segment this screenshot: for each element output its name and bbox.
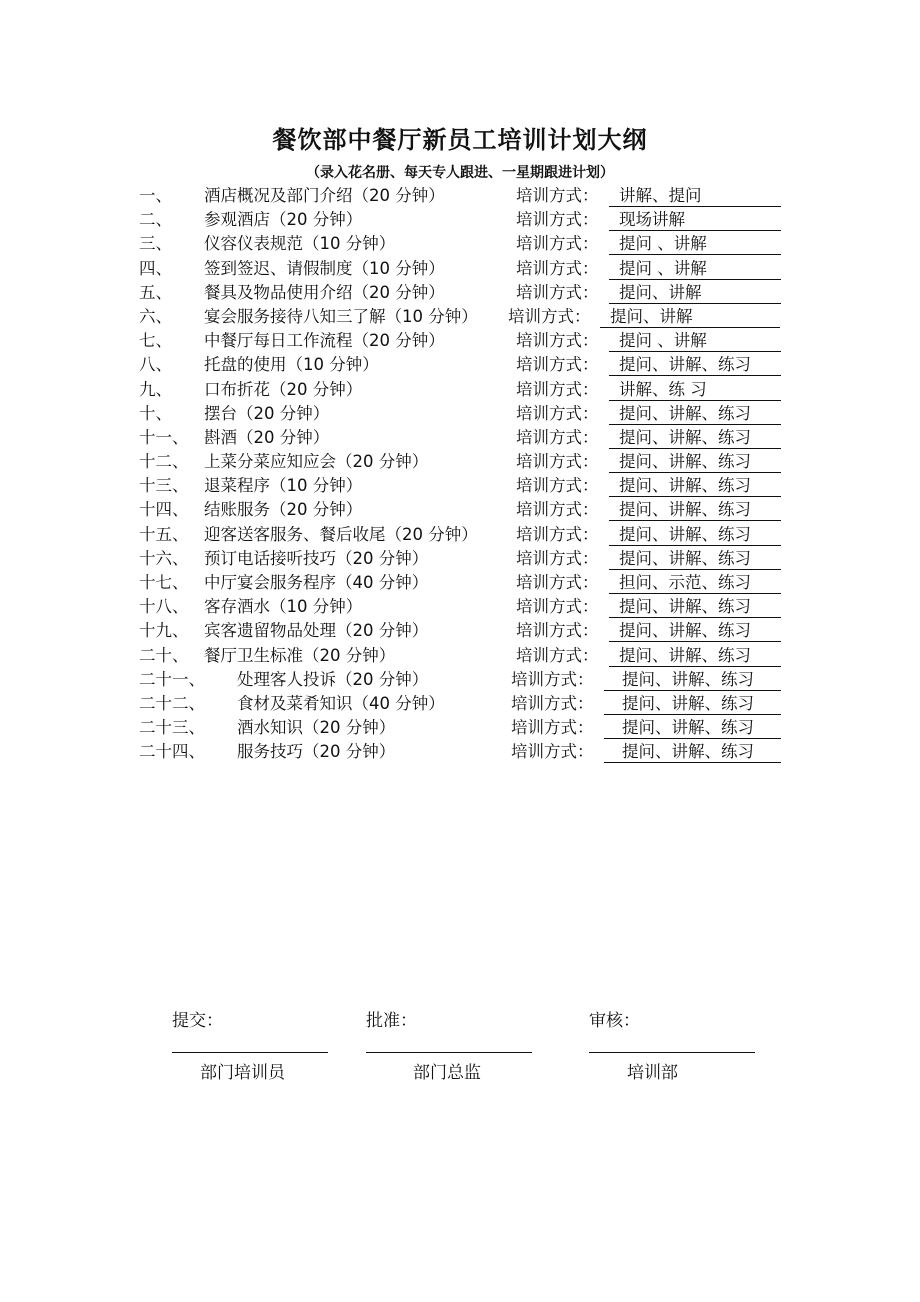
training-method-label: 培训方式： bbox=[516, 403, 599, 423]
item-name: 预订电话接听技巧（20 分钟） bbox=[204, 548, 429, 568]
signature-line bbox=[589, 1052, 755, 1053]
training-item-row bbox=[0, 184, 920, 208]
training-method-value: 提问 、讲解 bbox=[609, 329, 781, 352]
item-number: 一、 bbox=[139, 186, 172, 205]
training-item-row bbox=[0, 740, 920, 764]
training-item-row bbox=[0, 450, 920, 474]
training-method-label: 培训方式： bbox=[516, 476, 599, 496]
training-method-value: 提问、讲解、练习 bbox=[609, 498, 781, 521]
training-method-value: 提问、讲解、练习 bbox=[609, 353, 781, 376]
training-item-row bbox=[0, 498, 920, 522]
item-name: 中餐厅每日工作流程（20 分钟） bbox=[204, 331, 445, 351]
item-name: 酒水知识（20 分钟） bbox=[237, 718, 396, 738]
item-name: 餐具及物品使用介绍（20 分钟） bbox=[204, 282, 445, 302]
training-item-row bbox=[0, 523, 920, 547]
item-number: 二十、 bbox=[139, 645, 189, 665]
item-number: 二十二、 bbox=[139, 693, 205, 713]
training-method-label: 培训方式： bbox=[516, 452, 599, 472]
training-item-row bbox=[0, 353, 920, 377]
training-method-label: 培训方式： bbox=[516, 427, 599, 447]
training-method-label: 培训方式： bbox=[511, 718, 594, 738]
training-method-value: 提问 、讲解 bbox=[609, 232, 781, 255]
training-method-value: 提问、讲解 bbox=[600, 305, 780, 328]
training-method-label: 培训方式： bbox=[516, 645, 599, 665]
item-name: 口布折花（20 分钟） bbox=[204, 379, 363, 399]
training-method-label: 培训方式： bbox=[516, 524, 599, 544]
signature-line bbox=[366, 1052, 532, 1053]
training-item-row bbox=[0, 716, 920, 740]
training-item-row bbox=[0, 378, 920, 402]
training-item-row bbox=[0, 692, 920, 716]
item-name: 摆台（20 分钟） bbox=[204, 403, 330, 423]
training-method-value: 提问、讲解、练习 bbox=[609, 644, 781, 667]
item-number: 十六、 bbox=[139, 548, 189, 568]
item-name: 客存酒水（10 分钟） bbox=[204, 597, 363, 617]
training-method-value: 提问、讲解、练习 bbox=[609, 426, 781, 449]
item-number: 三、 bbox=[139, 234, 172, 254]
item-number: 十九、 bbox=[139, 621, 189, 641]
item-number: 二十一、 bbox=[139, 669, 205, 689]
item-number: 二十四、 bbox=[139, 742, 205, 762]
training-method-label: 培训方式： bbox=[516, 258, 599, 278]
training-method-label: 培训方式： bbox=[516, 621, 599, 641]
training-item-row bbox=[0, 668, 920, 692]
item-name: 酒店概况及部门介绍（20 分钟） bbox=[204, 186, 445, 205]
item-name: 食材及菜肴知识（40 分钟） bbox=[237, 693, 445, 713]
item-number: 十八、 bbox=[139, 597, 189, 617]
signature-caption: 审核： bbox=[589, 1011, 640, 1031]
training-method-value: 担问、示范、练习 bbox=[609, 571, 781, 594]
training-items-list bbox=[0, 184, 920, 765]
item-name: 签到签迟、请假制度（10 分钟） bbox=[204, 258, 445, 278]
item-name: 服务技巧（20 分钟） bbox=[237, 742, 396, 762]
item-number: 十四、 bbox=[139, 500, 189, 520]
training-item-row bbox=[0, 232, 920, 256]
training-item-row bbox=[0, 474, 920, 498]
training-method-label: 培训方式： bbox=[516, 186, 599, 205]
training-method-label: 培训方式： bbox=[516, 597, 599, 617]
training-method-value: 提问、讲解、练习 bbox=[609, 450, 781, 473]
training-method-value: 提问 、讲解 bbox=[609, 257, 781, 280]
item-number: 十一、 bbox=[139, 427, 189, 447]
item-name: 斟酒（20 分钟） bbox=[204, 427, 330, 447]
item-name: 结账服务（20 分钟） bbox=[204, 500, 363, 520]
item-name: 迎客送客服务、餐后收尾（20 分钟） bbox=[204, 524, 478, 544]
page-subtitle: （录入花名册、每天专人跟进、一星期跟进计划） bbox=[306, 165, 614, 181]
training-method-value: 现场讲解 bbox=[609, 208, 781, 231]
item-number: 二十三、 bbox=[139, 718, 205, 738]
training-method-label: 培训方式： bbox=[516, 379, 599, 399]
item-name: 参观酒店（20 分钟） bbox=[204, 210, 363, 230]
item-name: 仪容仪表规范（10 分钟） bbox=[204, 234, 396, 254]
training-method-label: 培训方式： bbox=[516, 210, 599, 230]
training-method-value: 提问、讲解、练习 bbox=[609, 474, 781, 497]
training-method-value: 讲解、练 习 bbox=[609, 378, 781, 401]
training-item-row bbox=[0, 595, 920, 619]
training-item-row bbox=[0, 619, 920, 643]
training-method-value: 提问、讲解、练习 bbox=[609, 402, 781, 425]
item-number: 六、 bbox=[139, 306, 172, 326]
item-name: 宾客遗留物品处理（20 分钟） bbox=[204, 621, 429, 641]
page-title: 餐饮部中餐厅新员工培训计划大纲 bbox=[272, 126, 648, 154]
item-number: 四、 bbox=[139, 258, 172, 278]
item-number: 十五、 bbox=[139, 524, 189, 544]
training-method-label: 培训方式： bbox=[511, 742, 594, 762]
training-method-value: 提问、讲解、练习 bbox=[604, 740, 781, 763]
training-method-label: 培训方式： bbox=[511, 693, 594, 713]
item-number: 九、 bbox=[139, 379, 172, 399]
item-name: 中厅宴会服务程序（40 分钟） bbox=[204, 573, 429, 592]
training-method-label: 培训方式： bbox=[516, 500, 599, 520]
training-item-row bbox=[0, 571, 920, 595]
training-method-value: 提问、讲解 bbox=[609, 281, 781, 304]
training-item-row bbox=[0, 329, 920, 353]
training-method-label: 培训方式： bbox=[516, 355, 599, 375]
training-item-row bbox=[0, 257, 920, 281]
training-method-value: 提问、讲解、练习 bbox=[609, 595, 781, 618]
item-name: 上菜分菜应知应会（20 分钟） bbox=[204, 452, 429, 472]
training-item-row bbox=[0, 305, 920, 329]
item-number: 八、 bbox=[139, 355, 172, 375]
training-item-row bbox=[0, 644, 920, 668]
training-item-row bbox=[0, 426, 920, 450]
training-method-label: 培训方式： bbox=[516, 282, 599, 302]
signature-line bbox=[172, 1052, 328, 1053]
item-name: 餐厅卫生标准（20 分钟） bbox=[204, 645, 396, 665]
training-method-value: 提问、讲解、练习 bbox=[609, 547, 781, 570]
training-method-value: 提问、讲解、练习 bbox=[604, 668, 781, 691]
training-method-label: 培训方式： bbox=[516, 548, 599, 568]
item-name: 处理客人投诉（20 分钟） bbox=[237, 669, 429, 689]
item-number: 七、 bbox=[139, 331, 172, 351]
signature-caption: 批准： bbox=[366, 1011, 417, 1031]
signature-department: 部门培训员 bbox=[200, 1063, 285, 1083]
training-method-value: 提问、讲解、练习 bbox=[609, 619, 781, 642]
signature-department: 部门总监 bbox=[413, 1063, 481, 1083]
item-number: 十三、 bbox=[139, 476, 189, 496]
training-method-label: 培训方式： bbox=[516, 331, 599, 351]
item-name: 宴会服务接待八知三了解（10 分钟） bbox=[204, 306, 478, 326]
training-item-row bbox=[0, 281, 920, 305]
training-item-row bbox=[0, 208, 920, 232]
training-method-value: 提问、讲解、练习 bbox=[604, 692, 781, 715]
training-item-row bbox=[0, 402, 920, 426]
signature-department: 培训部 bbox=[627, 1063, 678, 1083]
item-number: 十七、 bbox=[139, 573, 189, 592]
training-method-value: 提问、讲解、练习 bbox=[609, 523, 781, 546]
item-name: 退菜程序（10 分钟） bbox=[204, 476, 363, 496]
item-number: 十、 bbox=[139, 403, 172, 423]
item-number: 十二、 bbox=[139, 452, 189, 472]
item-name: 托盘的使用（10 分钟） bbox=[204, 355, 379, 375]
item-number: 五、 bbox=[139, 282, 172, 302]
training-method-value: 讲解、提问 bbox=[609, 184, 781, 207]
signature-caption: 提交： bbox=[172, 1011, 223, 1031]
training-method-value: 提问、讲解、练习 bbox=[604, 716, 781, 739]
item-number: 二、 bbox=[139, 210, 172, 230]
training-method-label: 培训方式： bbox=[508, 306, 591, 326]
training-method-label: 培训方式： bbox=[516, 573, 599, 592]
training-method-label: 培训方式： bbox=[511, 669, 594, 689]
training-item-row bbox=[0, 547, 920, 571]
training-method-label: 培训方式： bbox=[516, 234, 599, 254]
